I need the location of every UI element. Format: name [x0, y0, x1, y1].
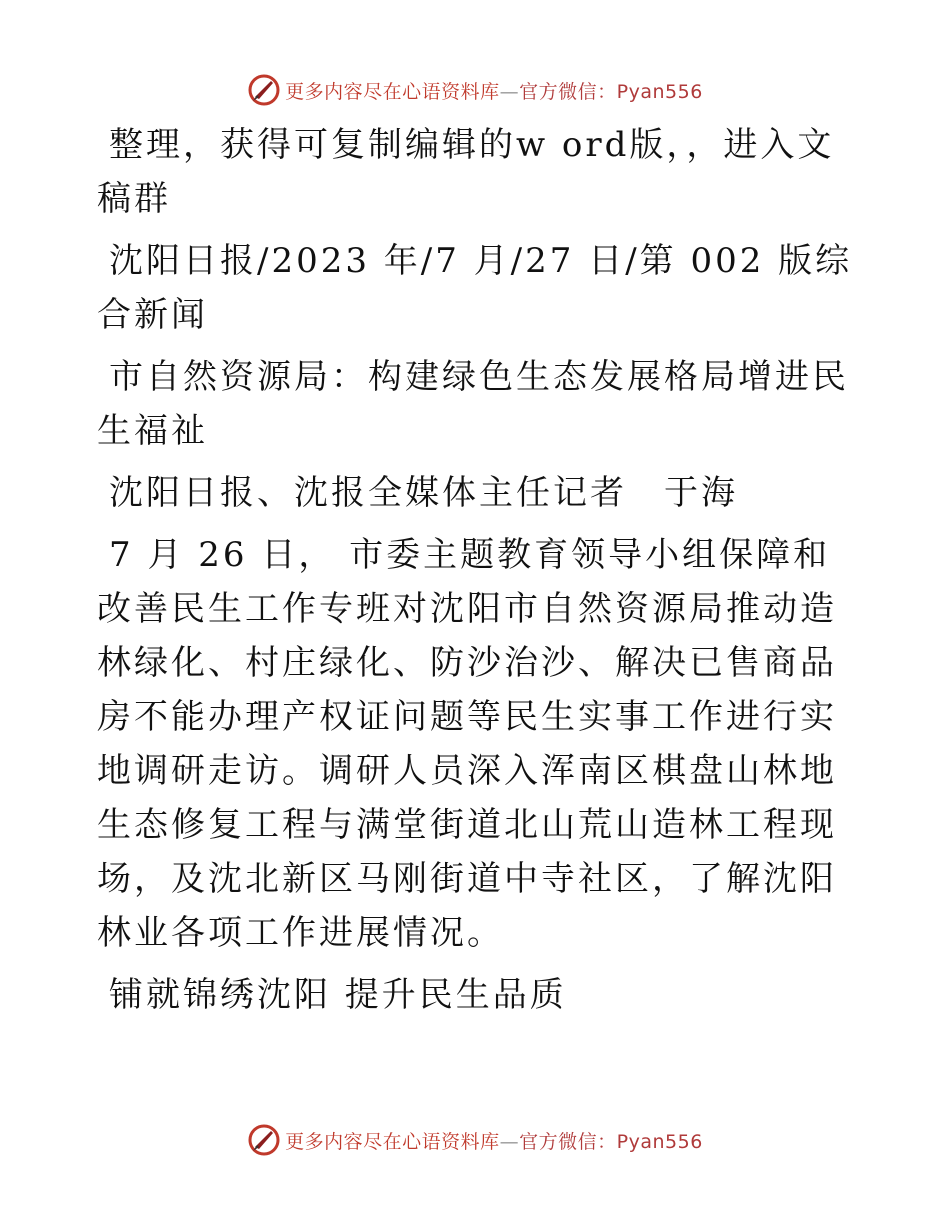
banner-text: 更多内容尽在心语资料库—官方微信：Pyan556 — [285, 1130, 703, 1153]
document-body — [97, 118, 857, 1030]
article-byline: 沈阳日报、沈报全媒体主任记者 于海 — [109, 473, 738, 513]
quill-pen-logo-icon — [247, 1123, 281, 1157]
paragraph-source: 沈阳日报/2023 年/7 月/27 日/第 002 版综合新闻 — [97, 241, 853, 335]
header-banner — [0, 70, 950, 110]
paragraph-note: 整理，获得可复制编辑的w ord版，，进入文稿群 — [97, 125, 835, 219]
banner-text: 更多内容尽在心语资料库—官方微信：Pyan556 — [285, 80, 703, 103]
article-paragraph: 7 月 26 日， 市委主题教育领导小组保障和改善民生工作专班对沈阳市自然资源局推动造林绿化、村庄绿化、防沙治沙、解决已售商品房不能办理产权证问题等民生实事工作进行实地调研走访。调研人员深入浑南区棋盘山林地生态修复工程与满堂街道北山荒山造林工程现场，及沈北新区马刚街道中寺社区，了解沈阳林业各项工作进展情况。 — [97, 535, 837, 953]
quill-pen-logo-icon — [247, 73, 281, 107]
footer-banner — [0, 1120, 950, 1160]
article-title: 市自然资源局：构建绿色生态发展格局增进民生福祉 — [97, 357, 849, 451]
section-heading: 铺就锦绣沈阳 提升民生品质 — [109, 975, 567, 1015]
